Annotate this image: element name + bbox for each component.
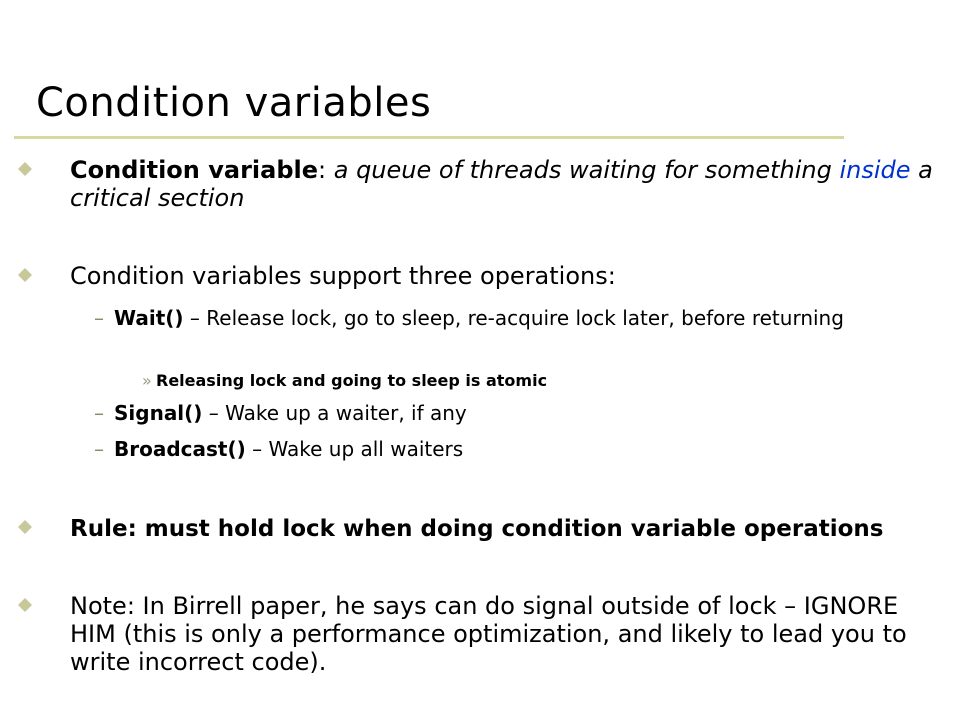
- op-broadcast: [94, 437, 934, 461]
- diamond-bullet-icon: [18, 520, 32, 534]
- slide-title: Condition variables: [36, 80, 432, 126]
- definition-inside: inside: [839, 156, 911, 184]
- definition-part-b: a critical section: [70, 156, 933, 212]
- bullet-condition-variable: [70, 156, 950, 212]
- definition-part-a: a queue of threads waiting for something: [333, 156, 840, 184]
- colon: :: [318, 156, 334, 184]
- op-wait-desc: – Release lock, go to sleep, re-acquire lock later, before returning: [183, 306, 844, 330]
- title-underline: [14, 136, 844, 139]
- bullet-operations: [70, 262, 950, 290]
- diamond-bullet-icon: [18, 598, 32, 612]
- diamond-bullet-icon: [18, 268, 32, 282]
- operations-intro: Condition variables support three operations:: [70, 262, 616, 290]
- diamond-bullet-icon: [18, 162, 32, 176]
- note-text: Note: In Birrell paper, he says can do signal outside of lock – IGNORE HIM (this is only a performance optimization, and likely to lead you to write incorrect code).: [70, 592, 907, 676]
- op-broadcast-name: Broadcast(): [114, 437, 246, 461]
- op-wait-note-text: Releasing lock and going to sleep is atomic: [156, 371, 548, 390]
- rule-text: Rule: must hold lock when doing condition variable operations: [70, 516, 884, 542]
- op-signal-name: Signal(): [114, 401, 203, 425]
- op-signal-desc: – Wake up a waiter, if any: [202, 401, 467, 425]
- dash-icon: –: [94, 401, 104, 425]
- bullet-rule: [70, 514, 950, 543]
- dash-icon: –: [94, 306, 104, 330]
- op-wait-note: [142, 371, 916, 391]
- op-wait: [94, 306, 934, 330]
- op-signal: [94, 401, 934, 425]
- chevron-icon: »: [142, 371, 152, 390]
- bullet-note: [70, 592, 940, 676]
- dash-icon: –: [94, 437, 104, 461]
- term-condition-variable: Condition variable: [70, 156, 319, 184]
- op-wait-name: Wait(): [114, 306, 184, 330]
- op-broadcast-desc: – Wake up all waiters: [245, 437, 464, 461]
